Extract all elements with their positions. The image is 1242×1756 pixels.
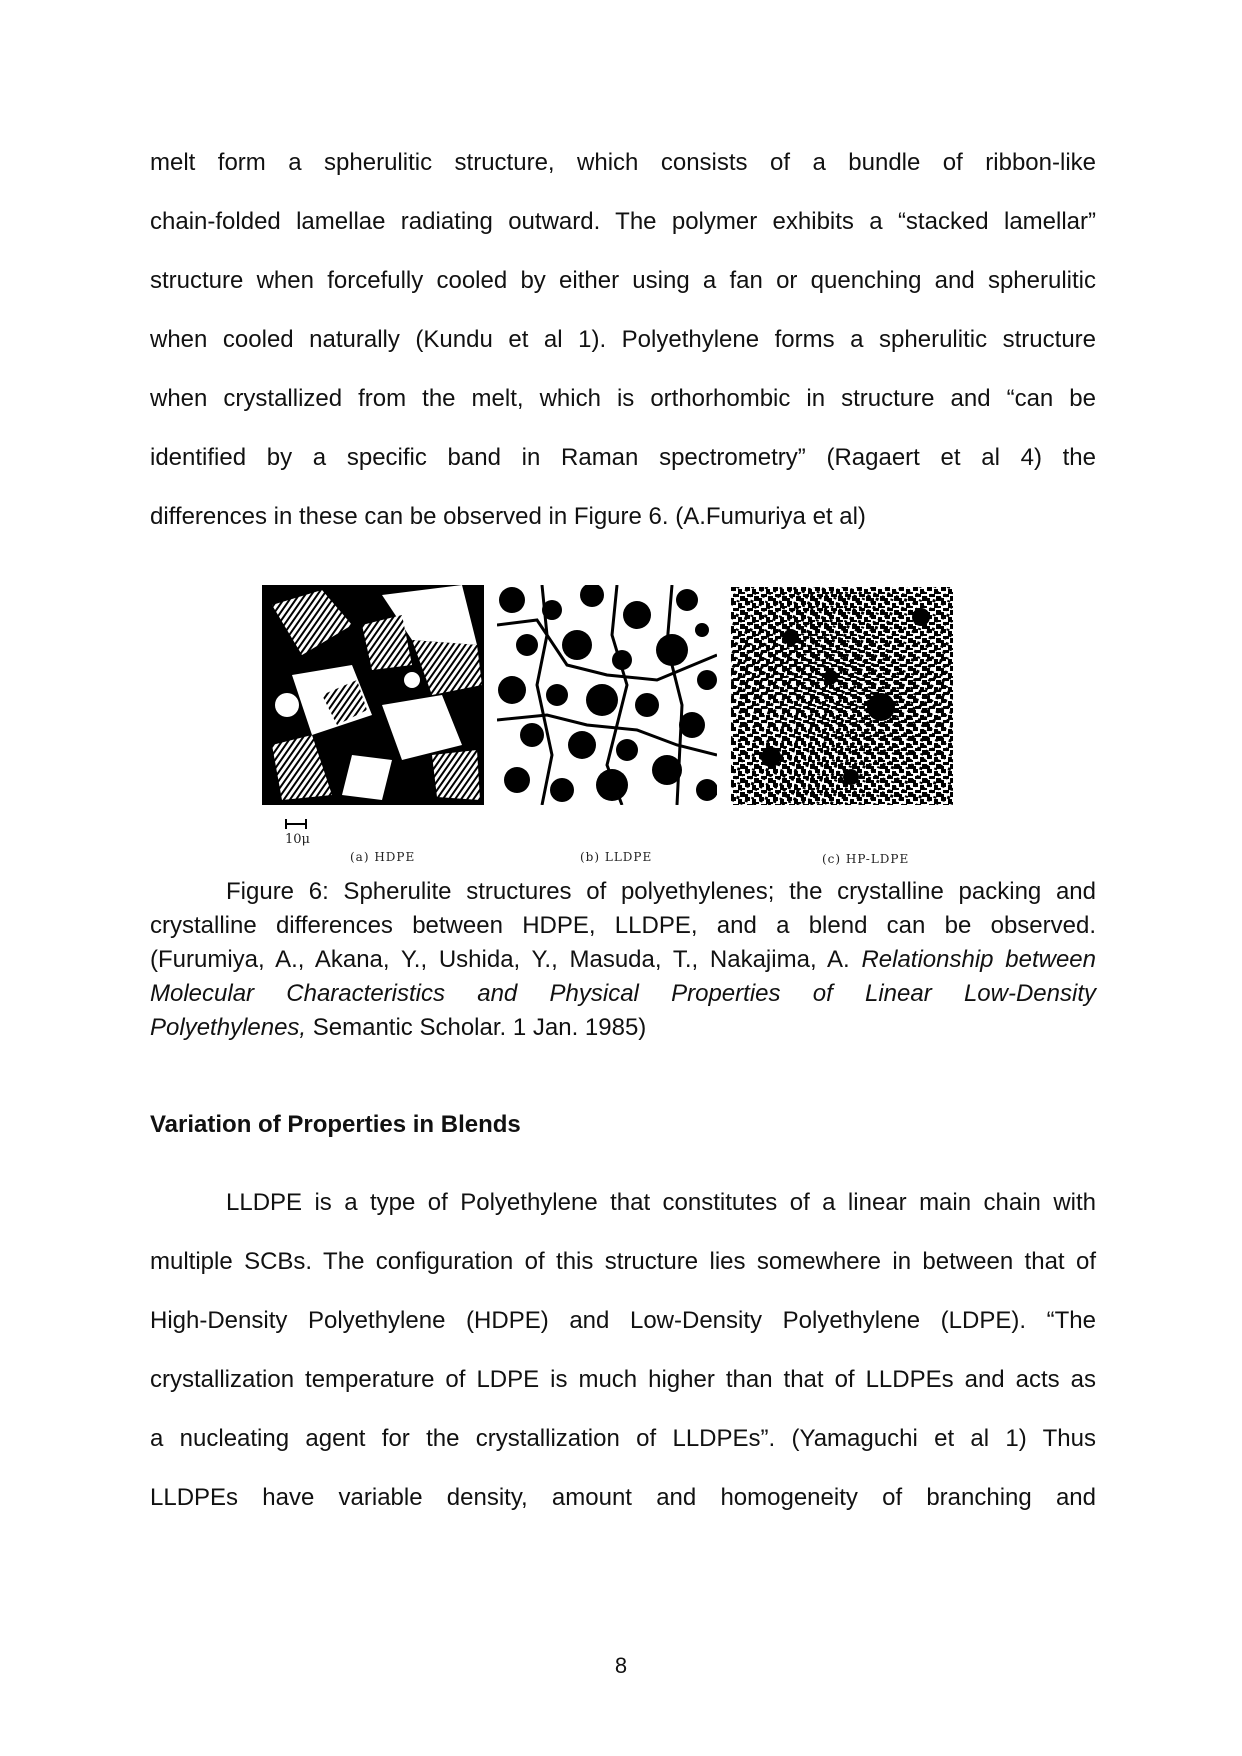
caption-line bbox=[150, 1013, 1096, 1043]
caption-line bbox=[150, 945, 1096, 975]
caption-source: Semantic Scholar. 1 Jan. 1985) bbox=[306, 1014, 647, 1041]
panel-label-hp-ldpe: (c) HP-LDPE bbox=[822, 852, 910, 866]
caption-line: crystalline differences between HDPE, LLDPE, and a blend can be observed. bbox=[150, 912, 1096, 939]
paragraph-line: when cooled naturally (Kundu et al 1). Polyethylene forms a spherulitic structure bbox=[150, 326, 1096, 353]
scale-bar bbox=[285, 818, 307, 830]
page-number: 8 bbox=[614, 1653, 628, 1678]
caption-line: Molecular Characteristics and Physical Properties of Linear Low-Density bbox=[150, 980, 1096, 1007]
paragraph-line: chain-folded lamellae radiating outward. The polymer exhibits a “stacked lamellar” bbox=[150, 208, 1096, 235]
figure-panel-hdpe bbox=[262, 585, 484, 805]
paragraph-line: differences in these can be observed in Figure 6. (A.Fumuriya et al) bbox=[150, 503, 866, 530]
caption-title: Relationship between bbox=[861, 946, 1096, 973]
paragraph-line: a nucleating agent for the crystallization of LLDPEs”. (Yamaguchi et al 1) Thus bbox=[150, 1425, 1096, 1452]
paragraph-line: identified by a specific band in Raman spectrometry” (Ragaert et al 4) the bbox=[150, 444, 1096, 471]
paragraph-line: structure when forcefully cooled by either using a fan or quenching and spherulitic bbox=[150, 267, 1096, 294]
paragraph-line: melt form a spherulitic structure, which consists of a bundle of ribbon-like bbox=[150, 149, 1096, 176]
section-heading: Variation of Properties in Blends bbox=[150, 1111, 521, 1138]
paragraph-line: LLDPE is a type of Polyethylene that constitutes of a linear main chain with bbox=[226, 1189, 1096, 1216]
caption-title: Polyethylenes, bbox=[150, 1014, 307, 1041]
caption-line: Figure 6: Spherulite structures of polyethylenes; the crystalline packing and bbox=[226, 878, 1096, 905]
paragraph-line: multiple SCBs. The configuration of this structure lies somewhere in between that of bbox=[150, 1248, 1096, 1275]
paragraph-line: when crystallized from the melt, which is orthorhombic in structure and “can be bbox=[150, 385, 1096, 412]
caption-citation: (Furumiya, A., Akana, Y., Ushida, Y., Masuda, T., Nakajima, A. bbox=[150, 946, 862, 973]
figure-panel-hp-ldpe bbox=[731, 587, 953, 805]
panel-label-lldpe: (b) LLDPE bbox=[580, 850, 653, 864]
figure-panel-lldpe bbox=[497, 585, 717, 805]
paragraph-line: High-Density Polyethylene (HDPE) and Low-Density Polyethylene (LDPE). “The bbox=[150, 1307, 1096, 1334]
panel-label-hdpe: (a) HDPE bbox=[350, 850, 416, 864]
paragraph-line: LLDPEs have variable density, amount and homogeneity of branching and bbox=[150, 1484, 1096, 1511]
paragraph-line: crystallization temperature of LDPE is much higher than that of LLDPEs and acts as bbox=[150, 1366, 1096, 1393]
scale-bar-label: 10μ bbox=[285, 832, 310, 847]
